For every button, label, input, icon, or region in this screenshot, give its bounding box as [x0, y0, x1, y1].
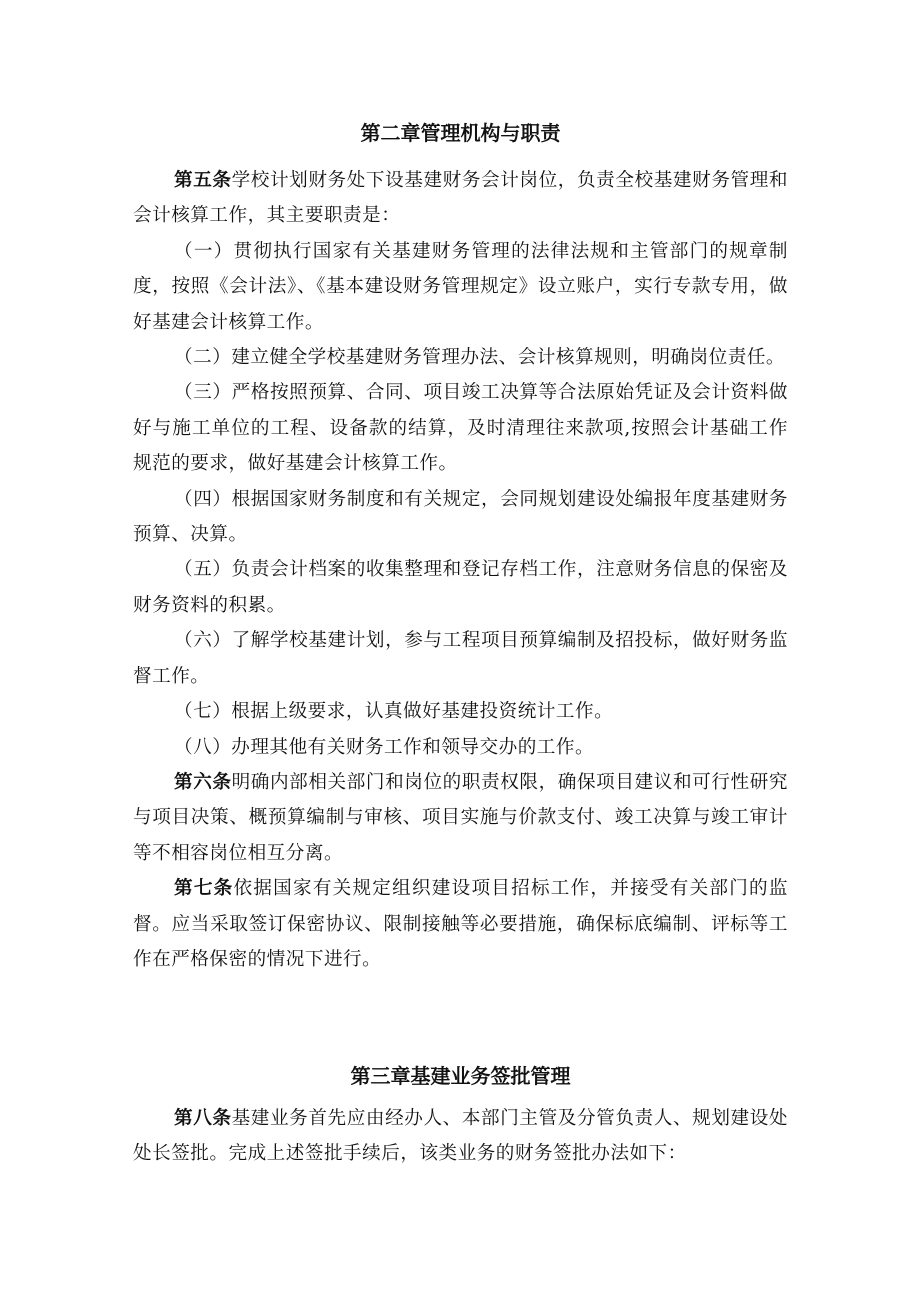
chapter-3-title: 第三章基建业务签批管理 — [350, 1064, 571, 1088]
article-6 — [133, 765, 788, 871]
duty-item-7: （七）根据上级要求，认真做好基建投资统计工作。 — [174, 701, 614, 723]
duty-item-5: （五）负责会计档案的收集整理和登记存档工作，注意财务信息的保密及财务资料的积累。 — [133, 559, 788, 616]
duty-item-4: （四）根据国家财务制度和有关规定，会同规划建设处编报年度基建财务预算、决算。 — [133, 488, 788, 546]
article-7-text: 依据国家有关规定组织建设项目招标工作，并接受有关部门的监督。应当采取签订保密协议、限制接触等必要措施，确保标底编制、评标等工作在严格保密的情况下进行。 — [133, 878, 788, 970]
chapter-3-body — [133, 1101, 788, 1172]
chapter-2-body — [133, 163, 788, 977]
article-5 — [133, 163, 788, 234]
duty-item-8: （八）办理其他有关财务工作和领导交办的工作。 — [174, 736, 595, 758]
chapter-2-block — [133, 119, 788, 147]
article-7 — [133, 871, 788, 977]
article-6-heading: 第六条 — [174, 771, 232, 793]
chapter-2-title: 第二章管理机构与职责 — [360, 121, 561, 145]
duty-item-1: （一）贯彻执行国家有关基建财务管理的法律法规和主管部门的规章制度，按照《会计法》、《基本建设财务管理规定》设立账户，实行专款专用，做好基建会计核算工作。 — [133, 240, 788, 333]
chapter-3-block — [133, 1062, 788, 1090]
article-5-text: 学校计划财务处下设基建财务会计岗位，负责全校基建财务管理和会计核算工作，其主要职责是： — [133, 170, 788, 227]
article-5-heading: 第五条 — [174, 170, 232, 191]
article-7-heading: 第七条 — [174, 878, 234, 900]
article-8-heading: 第八条 — [174, 1108, 232, 1129]
duty-item-6: （六）了解学校基建计划，参与工程项目预算编制及招投标，做好财务监督工作。 — [133, 630, 788, 687]
duty-item-2: （二）建立健全学校基建财务管理办法、会计核算规则，明确岗位责任。 — [174, 347, 786, 369]
article-8 — [133, 1101, 788, 1172]
article-6-text: 明确内部相关部门和岗位的职责权限，确保项目建议和可行性研究与项目决策、概预算编制与审核、项目实施与价款支付、竣工决算与竣工审计等不相容岗位相互分离。 — [133, 771, 788, 864]
article-8-text: 基建业务首先应由经办人、本部门主管及分管负责人、规划建设处处长签批。完成上述签批手续后，该类业务的财务签批办法如下： — [133, 1108, 788, 1165]
duty-item-3: （三）严格按照预算、合同、项目竣工决算等合法原始凭证及会计资料做好与施工单位的工程、设备款的结算，及时清理往来款项,按照会计基础工作规范的要求，做好基建会计核算工作。 — [133, 382, 788, 475]
